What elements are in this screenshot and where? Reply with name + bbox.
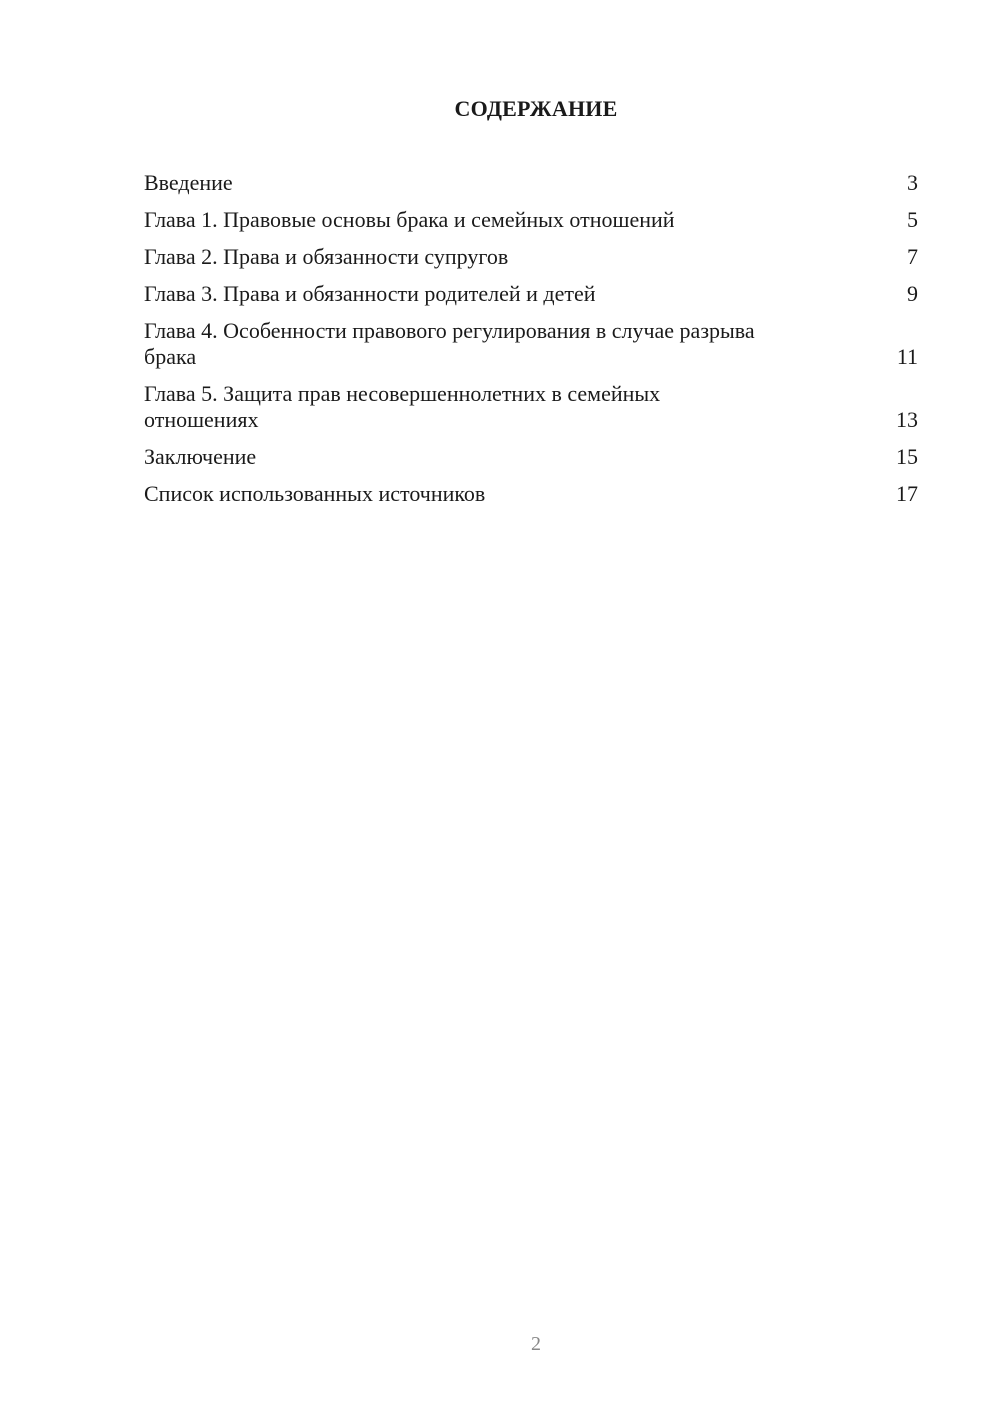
table-of-contents [144, 170, 918, 518]
toc-entry-text: Глава 3. Права и обязанности родителей и детей [144, 281, 596, 306]
toc-entry-page: 7 [907, 244, 918, 269]
toc-entry-page: 13 [896, 407, 918, 432]
toc-entry-references [144, 481, 918, 507]
toc-entry-chapter-1 [144, 207, 918, 233]
toc-entry-page: 5 [907, 207, 918, 232]
toc-entry-text: Введение [144, 170, 233, 195]
toc-title: СОДЕРЖАНИЕ [454, 96, 618, 121]
toc-entry-chapter-3 [144, 281, 918, 307]
page-number: 2 [531, 1333, 541, 1355]
toc-entry-text: Список использованных источников [144, 481, 486, 506]
toc-entry-page: 11 [896, 344, 918, 369]
toc-entry-text: Заключение [144, 444, 257, 469]
toc-entry-page: 3 [907, 170, 918, 195]
toc-entry-page: 15 [896, 444, 918, 469]
toc-entry-text: Глава 5. Защита прав несовершеннолетних в семейных отношениях [144, 381, 661, 432]
toc-entry-page: 17 [896, 481, 918, 506]
toc-entry-text: Глава 1. Правовые основы брака и семейных отношений [144, 207, 675, 232]
toc-entry-chapter-5 [144, 381, 918, 433]
toc-entry-chapter-2 [144, 244, 918, 270]
toc-entry-conclusion [144, 444, 918, 470]
toc-entry-page: 9 [907, 281, 918, 306]
toc-entry-text: Глава 2. Права и обязанности супругов [144, 244, 509, 269]
toc-entry-text: Глава 4. Особенности правового регулирования в случае разрыва брака [144, 318, 755, 369]
toc-entry-chapter-4 [144, 318, 918, 370]
toc-entry-introduction [144, 170, 918, 196]
